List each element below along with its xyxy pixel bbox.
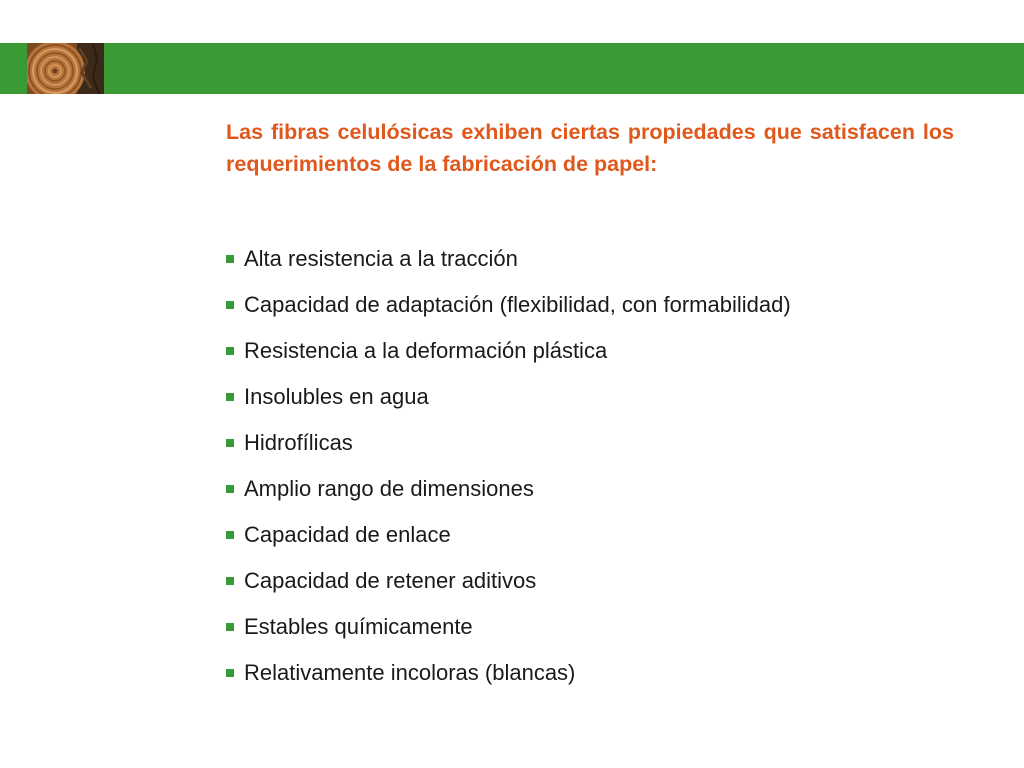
square-bullet-icon: [226, 623, 234, 631]
list-item-text: Capacidad de adaptación (flexibilidad, con formabilidad): [244, 292, 791, 317]
properties-list: [226, 236, 791, 696]
list-item: [226, 466, 791, 512]
square-bullet-icon: [226, 393, 234, 401]
wood-rings-icon: [27, 43, 104, 94]
list-item-text: Hidrofílicas: [244, 430, 353, 455]
list-item-text: Capacidad de retener aditivos: [244, 568, 537, 593]
list-item-text: Capacidad de enlace: [244, 522, 451, 547]
square-bullet-icon: [226, 669, 234, 677]
square-bullet-icon: [226, 301, 234, 309]
list-item: [226, 512, 791, 558]
square-bullet-icon: [226, 577, 234, 585]
list-item: [226, 420, 791, 466]
list-item: [226, 328, 791, 374]
square-bullet-icon: [226, 255, 234, 263]
list-item: [226, 236, 791, 282]
list-item: [226, 374, 791, 420]
list-item: [226, 650, 791, 696]
list-item: [226, 604, 791, 650]
list-item-text: Alta resistencia a la tracción: [244, 246, 518, 271]
square-bullet-icon: [226, 347, 234, 355]
list-item-text: Estables químicamente: [244, 614, 473, 639]
intro-heading: Las fibras celulósicas exhiben ciertas propiedades que satisfacen los requerimientos de la fabricación de papel:: [226, 120, 954, 176]
list-item-text: Insolubles en agua: [244, 384, 429, 409]
header-bar: [0, 43, 1024, 94]
list-item-text: Amplio rango de dimensiones: [244, 476, 534, 501]
list-item: [226, 282, 791, 328]
list-item: [226, 558, 791, 604]
square-bullet-icon: [226, 531, 234, 539]
square-bullet-icon: [226, 439, 234, 447]
square-bullet-icon: [226, 485, 234, 493]
list-item-text: Relativamente incoloras (blancas): [244, 660, 576, 685]
list-item-text: Resistencia a la deformación plástica: [244, 338, 608, 363]
